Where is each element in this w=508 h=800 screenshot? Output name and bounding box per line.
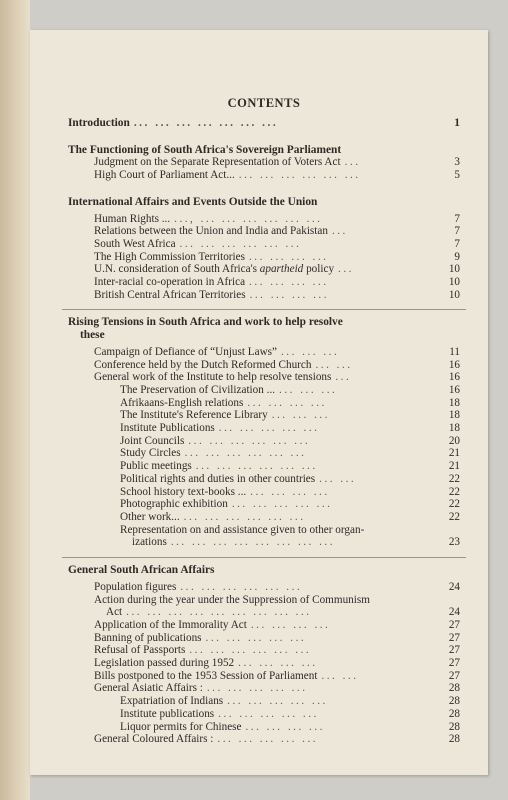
toc-subentry: The Preservation of Civilization ... ... ... ... 16 <box>120 383 460 396</box>
toc-subentry: Other work... ... ... ... ... ... ... 22 <box>120 510 460 523</box>
toc-subentry: Institute Publications ... ... ... ... ... 18 <box>120 422 460 435</box>
toc-entry: Population figures ... ... ... ... ... ... 24 <box>94 580 460 593</box>
toc-entry: British Central African Territories ... ... ... ... 10 <box>94 288 460 301</box>
toc-subentry: Joint Councils ... ... ... ... ... ... 20 <box>120 434 460 447</box>
toc-entry: The High Commission Territories ... ... ... ... 9 <box>94 250 460 263</box>
toc-subentry: Study Circles ... ... ... ... ... ... 21 <box>120 447 460 460</box>
book-spine-edge <box>0 0 30 800</box>
toc-entry: Human Rights ... ..., ... ... ... ... ... ... 7 <box>94 212 460 225</box>
page-title: CONTENTS <box>227 96 301 110</box>
toc-entry: South West Africa ... ... ... ... ... ... 7 <box>94 237 460 250</box>
toc-subentry-continuation: izations ... ... ... ... ... ... ... ... 23 <box>132 536 460 549</box>
toc-subentry: The Institute's Reference Library ... ... ... 18 <box>120 409 460 422</box>
toc-entry: Refusal of Passports ... ... ... ... ... ... 27 <box>94 644 460 657</box>
contents-page <box>30 30 488 775</box>
toc-subentry: Photographic exhibition ... ... ... ... ... 22 <box>120 498 460 511</box>
toc-entry: Legislation passed during 1952 ... ... ... ... 27 <box>94 657 460 670</box>
toc-entry: General Coloured Affairs : ... ... ... ... ... 28 <box>94 733 460 746</box>
toc-entry: Relations between the Union and India and Pakistan ... 7 <box>94 225 460 238</box>
toc-subentry: Political rights and duties in other countries ... ... 22 <box>120 472 460 485</box>
toc-entry: U.N. consideration of South Africa's apartheid policy ... 10 <box>94 263 460 276</box>
toc-entry: General Asiatic Affairs : ... ... ... ... ... 28 <box>94 682 460 695</box>
section-heading-parliament: The Functioning of South Africa's Sovereign Parliament <box>68 143 342 156</box>
toc-entry: Bills postponed to the 1953 Session of Parliament ... ... 27 <box>94 669 460 682</box>
toc-entry-continuation: Act ... ... ... ... ... ... ... ... ... 24 <box>106 606 460 619</box>
toc-subentry: Liquor permits for Chinese ... ... ... ... 28 <box>120 720 460 733</box>
toc-entry: Conference held by the Dutch Reformed Church ... ... 16 <box>94 358 460 371</box>
toc-subentry: Expatriation of Indians ... ... ... ... ... 28 <box>120 695 460 708</box>
section-heading-international: International Affairs and Events Outside the Union <box>68 195 318 208</box>
toc-entry: Application of the Immorality Act ... ... ... ... 27 <box>94 618 460 631</box>
section-heading-rising-tensions-cont: these <box>80 329 105 342</box>
toc-subentry-wrapped: Representation on and assistance given to other organ- <box>120 523 365 536</box>
toc-entry-wrapped: Action during the year under the Suppression of Communism <box>94 593 370 606</box>
toc-entry: Banning of publications ... ... ... ... ... 27 <box>94 631 460 644</box>
toc-entry: General work of the Institute to help resolve tensions ... 16 <box>94 371 460 384</box>
toc-subentry: School history text-books ... ... ... ... ... 22 <box>120 485 460 498</box>
section-heading-rising-tensions: Rising Tensions in South Africa and work to help resolve <box>68 316 343 329</box>
toc-entry: High Court of Parliament Act... ... ... ... ... ... ... 5 <box>94 169 460 182</box>
toc-subentry: Public meetings ... ... ... ... ... ... 21 <box>120 460 460 473</box>
toc-entry: Campaign of Defiance of “Unjust Laws” ... ... ... 11 <box>94 345 460 358</box>
section-heading-general-affairs: General South African Affairs <box>68 564 215 577</box>
toc-subentry: Institute publications ... ... ... ... ... 28 <box>120 707 460 720</box>
section-divider <box>62 309 466 310</box>
toc-subentry: Afrikaans-English relations ... ... ... ... 18 <box>120 396 460 409</box>
toc-entry: Judgment on the Separate Representation of Voters Act ... 3 <box>94 156 460 169</box>
section-divider <box>62 557 466 558</box>
toc-entry: Inter-racial co-operation in Africa ... ... ... ... 10 <box>94 276 460 289</box>
toc-entry-introduction: Introduction ... ... ... ... ... ... ... 1 <box>68 117 460 129</box>
